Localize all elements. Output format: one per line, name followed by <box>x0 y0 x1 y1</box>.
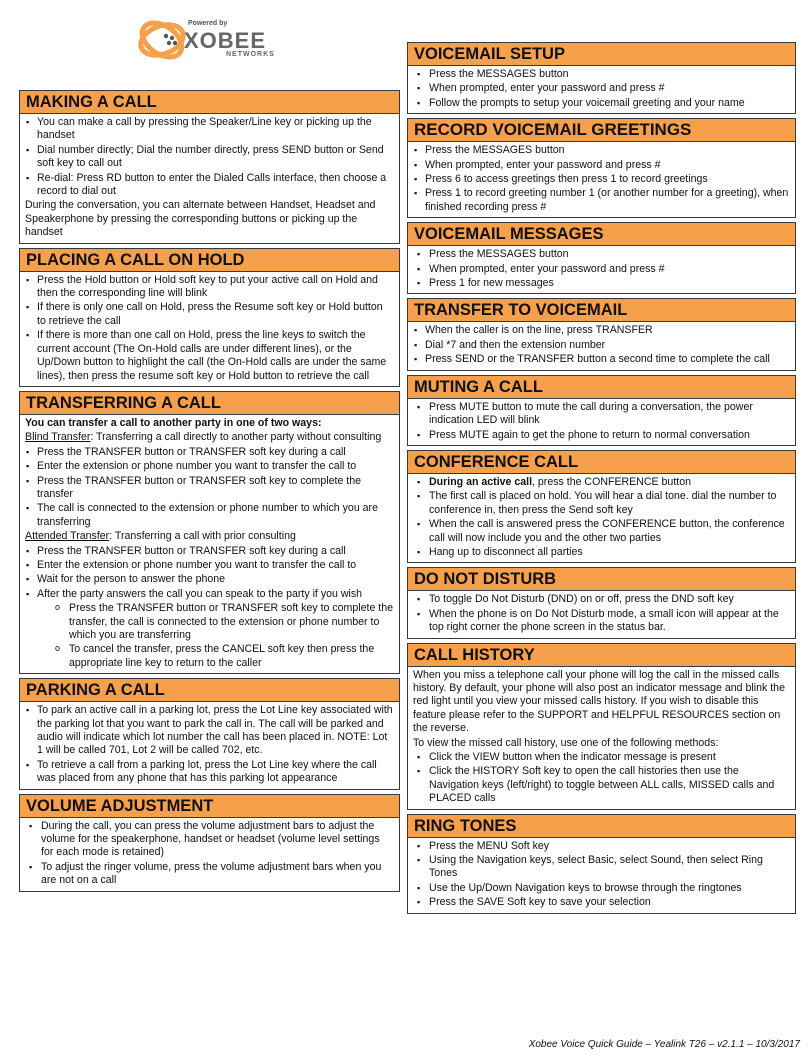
bullet-item: ▪ Wait for the person to answer the phone <box>25 573 394 586</box>
bullet-item: ▪ Dial number directly; Dial the number directly, press SEND button or Send soft key to call out <box>25 144 394 171</box>
rest-text: : Transferring a call with prior consulting <box>109 530 296 543</box>
logo-powered-by: Powered by <box>188 20 228 27</box>
bullet-item: ▪ Enter the extension or phone number you want to transfer the call to <box>25 460 394 473</box>
bullet-item: ▪ Follow the prompts to setup your voicemail greeting and your name <box>413 97 790 110</box>
section-do-not-disturb <box>407 567 796 638</box>
paragraph: When you miss a telephone call your phone will log the call in the missed calls history. By default, your phone will also post an indicator message and blink the red light until you view your missed calls history. If you wish to disable this feature please refer to the SUPPORT and HELPFUL RESOURCES section on the reverse. <box>413 668 785 735</box>
section-body-transferring-a-call <box>20 415 399 673</box>
bullet-item: ▪ Press the MESSAGES button <box>413 144 790 157</box>
section-title-conference-call: CONFERENCE CALL <box>408 451 795 474</box>
bullet-item: ▪ Click the HISTORY Soft key to open the call histories then use the Navigation keys (left/right) to toggle between ALL calls, MISSED calls and PLACED calls <box>413 765 790 805</box>
section-making-a-call <box>19 90 400 244</box>
section-title-voicemail-setup: VOICEMAIL SETUP <box>408 43 795 66</box>
xobee-logo <box>130 12 290 68</box>
bullet-item: ▪ Enter the extension or phone number you want to transfer the call to <box>25 559 394 572</box>
bullet-item: ▪ When the phone is on Do Not Disturb mode, a small icon will appear at the top right corner the phone screen in the status bar. <box>413 608 790 635</box>
bullet-item: ▪ Press the TRANSFER button or TRANSFER soft key during a call <box>25 446 394 459</box>
section-call-history <box>407 643 796 810</box>
sub-bullet-item: o To cancel the transfer, press the CANCEL soft key then press the appropriate line key to return to the caller <box>25 643 394 670</box>
section-body-volume-adjustment <box>20 818 399 891</box>
bullet-item: ▪ When the call is answered press the CONFERENCE button, the conference call will now include you and the other two parties <box>413 518 790 545</box>
lead-text: Blind Transfer <box>25 431 91 444</box>
section-title-voicemail-messages: VOICEMAIL MESSAGES <box>408 223 795 246</box>
bullet-item: ▪ Click the VIEW button when the indicator message is present <box>413 751 790 764</box>
section-title-muting-a-call: MUTING A CALL <box>408 376 795 399</box>
footer-text: Xobee Voice Quick Guide – Yealink T26 – v2.1.1 – 10/3/2017 <box>528 1039 800 1050</box>
bullet-item: ▪ After the party answers the call you can speak to the party if you wish <box>25 588 394 601</box>
section-title-placing-a-call-on-hold: PLACING A CALL ON HOLD <box>20 249 399 272</box>
section-body-placing-a-call-on-hold <box>20 272 399 386</box>
rest-text: : Transferring a call directly to another party without consulting <box>90 431 382 444</box>
bullet-item: ▪ You can make a call by pressing the Speaker/Line key or picking up the handset <box>25 116 394 143</box>
bullet-item: ▪ The call is connected to the extension or phone number to which you are transferring <box>25 502 394 529</box>
section-record-voicemail-greetings <box>407 118 796 218</box>
bullet-item: ▪ To retrieve a call from a parking lot, press the Lot Line key where the call was placed from any phone that has this parking lot appearance <box>25 759 394 786</box>
section-title-ring-tones: RING TONES <box>408 815 795 838</box>
section-body-parking-a-call <box>20 702 399 788</box>
section-body-do-not-disturb <box>408 591 795 637</box>
bullet-item: ▪ Use the Up/Down Navigation keys to browse through the ringtones <box>413 882 790 895</box>
section-transferring-a-call <box>19 391 400 674</box>
bullet-item: ▪ Press 1 for new messages <box>413 277 790 290</box>
logo-sub: NETWORKS <box>226 51 275 58</box>
section-title-volume-adjustment: VOLUME ADJUSTMENT <box>20 795 399 818</box>
rest-text: , press the CONFERENCE button <box>532 475 691 488</box>
section-title-do-not-disturb: DO NOT DISTURB <box>408 568 795 591</box>
section-body-record-voicemail-greetings <box>408 142 795 217</box>
bullet-item: ▪ Press 1 to record greeting number 1 (or another number for a greeting), when finished recording press # <box>413 187 790 214</box>
section-body-transfer-to-voicemail <box>408 322 795 369</box>
bullet-item: ▪ If there is only one call on Hold, press the Resume soft key or Hold button to retrieve the call <box>25 301 394 328</box>
bullet-item: ▪ Press the MENU Soft key <box>413 840 790 853</box>
paragraph: During the conversation, you can alternate between Handset, Headset and Speakerphone by pressing the corresponding buttons or picking up the handset <box>25 199 376 239</box>
subheading-line <box>25 431 394 444</box>
bullet-item: ▪ Press the TRANSFER button or TRANSFER soft key during a call <box>25 545 394 558</box>
section-body-muting-a-call <box>408 399 795 445</box>
section-title-making-a-call: MAKING A CALL <box>20 91 399 114</box>
section-body-making-a-call <box>20 114 399 243</box>
intro-text: You can transfer a call to another party in one of two ways: <box>25 416 322 429</box>
section-transfer-to-voicemail <box>407 298 796 370</box>
bullet-item: ▪ When prompted, enter your password and press # <box>413 159 790 172</box>
right-column <box>407 42 796 918</box>
bullet-item: ▪ Hang up to disconnect all parties <box>413 546 790 559</box>
bullet-item: ▪ Dial *7 and then the extension number <box>413 339 790 352</box>
bullet-item: ▪ Press 6 to access greetings then press 1 to record greetings <box>413 173 790 186</box>
bullet-item: ▪ When the caller is on the line, press TRANSFER <box>413 324 790 337</box>
lead-text: During an active call <box>429 475 533 488</box>
bullet-item: ▪ The first call is placed on hold. You will hear a dial tone. dial the number to conference in, then press the Send soft key <box>413 490 790 517</box>
section-body-call-history <box>408 667 795 809</box>
bullet-item: ▪ If there is more than one call on Hold, press the line keys to switch the current account (The On-Hold calls are under different lines), or the Up/Down button to highlight the call (the On-Hold calls are under the same lines), then press the resume soft key or Hold button to retrieve the call <box>25 329 394 383</box>
section-title-parking-a-call: PARKING A CALL <box>20 679 399 702</box>
section-voicemail-setup <box>407 42 796 114</box>
section-body-voicemail-setup <box>408 66 795 113</box>
bullet-item: ▪ When prompted, enter your password and press # <box>413 263 790 276</box>
section-title-call-history: CALL HISTORY <box>408 644 795 667</box>
bullet-item: ▪ To toggle Do Not Disturb (DND) on or off, press the DND soft key <box>413 593 790 606</box>
bullet-item: ▪ Press MUTE again to get the phone to return to normal conversation <box>413 429 790 442</box>
bullet-item: ▪ Press the SAVE Soft key to save your selection <box>413 896 790 909</box>
section-ring-tones <box>407 814 796 914</box>
left-column <box>19 90 400 896</box>
section-voicemail-messages <box>407 222 796 294</box>
sub-bullet-item: o Press the TRANSFER button or TRANSFER soft key to complete the transfer, the call is connected to the extension or phone number to which you are transferring <box>25 602 394 642</box>
section-title-transfer-to-voicemail: TRANSFER TO VOICEMAIL <box>408 299 795 322</box>
bullet-item: ▪ Re-dial: Press RD button to enter the Dialed Calls interface, then choose a record to dial out <box>25 172 394 199</box>
section-body-voicemail-messages <box>408 246 795 293</box>
bullet-item <box>413 476 790 489</box>
bullet-item: ▪ Using the Navigation keys, select Basic, select Sound, then select Ring Tones <box>413 854 790 881</box>
section-body-ring-tones <box>408 838 795 913</box>
lead-text: Attended Transfer <box>25 530 110 543</box>
bullet-item: ▪ When prompted, enter your password and press # <box>413 82 790 95</box>
section-volume-adjustment <box>19 794 400 892</box>
section-body-conference-call <box>408 474 795 562</box>
bullet-item: ▪ Press MUTE button to mute the call during a conversation, the power indication LED will blink <box>413 401 790 428</box>
subheading-line <box>25 530 394 543</box>
bullet-item: ▪ During the call, you can press the volume adjustment bars to adjust the volume for the speakerphone, handset or headset (volume level settings for each mode is retained) <box>25 820 394 860</box>
section-title-transferring-a-call: TRANSFERRING A CALL <box>20 392 399 415</box>
bullet-item: ▪ To adjust the ringer volume, press the volume adjustment bars when you are not on a call <box>25 861 394 888</box>
bullet-item: ▪ Press SEND or the TRANSFER button a second time to complete the call <box>413 353 790 366</box>
section-muting-a-call <box>407 375 796 446</box>
section-title-record-voicemail-greetings: RECORD VOICEMAIL GREETINGS <box>408 119 795 142</box>
bullet-item: ▪ Press the Hold button or Hold soft key to put your active call on Hold and then the corresponding line will blink <box>25 274 394 301</box>
section-placing-a-call-on-hold <box>19 248 400 387</box>
section-conference-call <box>407 450 796 563</box>
bullet-item: ▪ Press the MESSAGES button <box>413 248 790 261</box>
bullet-item: ▪ Press the TRANSFER button or TRANSFER soft key to complete the transfer <box>25 475 394 502</box>
section-parking-a-call <box>19 678 400 789</box>
bullet-item: ▪ Press the MESSAGES button <box>413 68 790 81</box>
bullet-item: ▪ To park an active call in a parking lot, press the Lot Line key associated with the parking lot that you want to park the call in. The call will be parked and audio will indicate which lot number the call has been placed in. NOTE: Lot 1 will be called 701, Lot 2 will be called 702, etc. <box>25 704 394 758</box>
paragraph: To view the missed call history, use one of the following methods: <box>413 736 719 749</box>
logo-brand: XOBEE <box>184 28 267 53</box>
